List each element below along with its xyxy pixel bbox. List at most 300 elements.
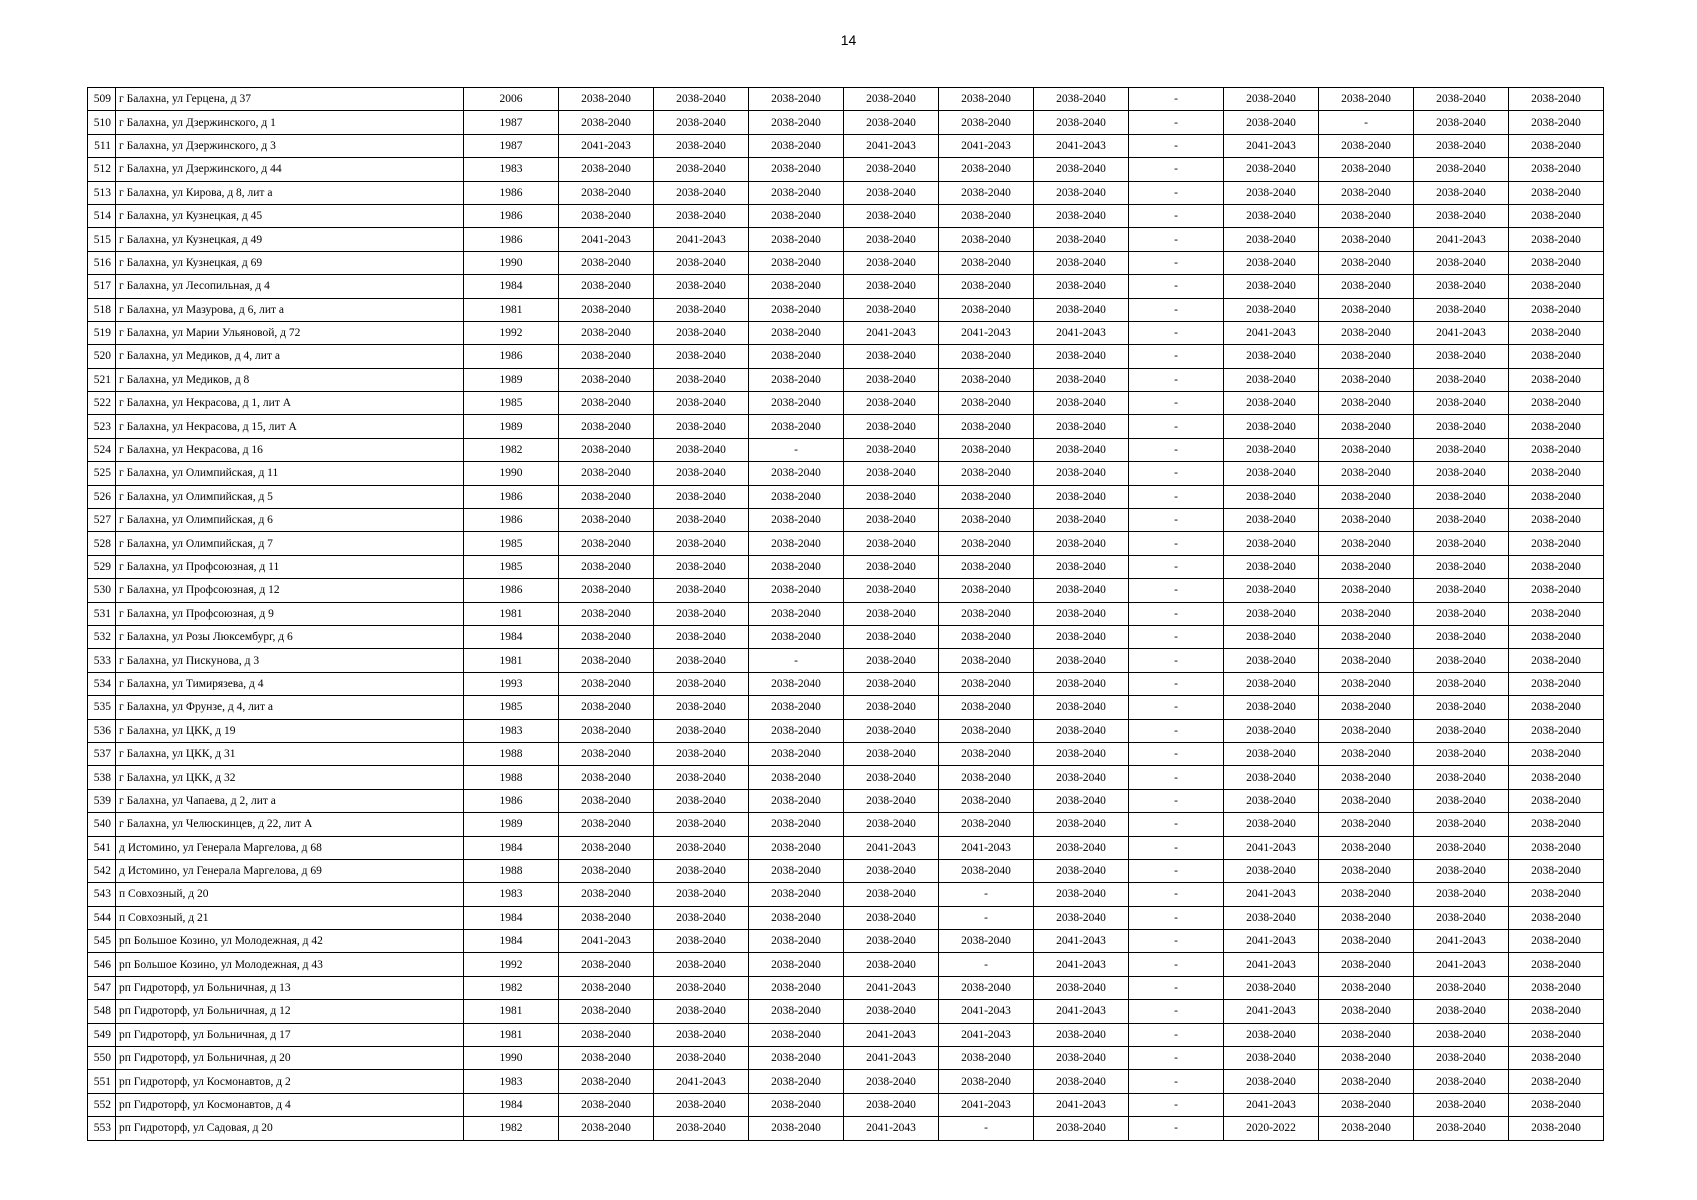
period-cell: 2041-2043 bbox=[1224, 883, 1319, 906]
table-body bbox=[88, 88, 1604, 1141]
period-cell: - bbox=[1129, 111, 1224, 134]
period-cell: 2038-2040 bbox=[1509, 555, 1604, 578]
table-row bbox=[88, 579, 1604, 602]
row-number-cell: 522 bbox=[88, 392, 116, 415]
period-cell: 2038-2040 bbox=[1224, 579, 1319, 602]
period-cell: - bbox=[1129, 462, 1224, 485]
period-cell: 2038-2040 bbox=[1509, 134, 1604, 157]
period-cell: 2038-2040 bbox=[1509, 1047, 1604, 1070]
period-cell: 2041-2043 bbox=[1034, 1000, 1129, 1023]
period-cell: 2038-2040 bbox=[1509, 813, 1604, 836]
period-cell: - bbox=[1129, 696, 1224, 719]
period-cell: 2038-2040 bbox=[1319, 1117, 1414, 1140]
address-cell: рп Гидроторф, ул Больничная, д 20 bbox=[116, 1047, 464, 1070]
table-row bbox=[88, 251, 1604, 274]
address-cell: г Балахна, ул Мазурова, д 6, лит а bbox=[116, 298, 464, 321]
period-cell: 2038-2040 bbox=[939, 1070, 1034, 1093]
period-cell: 2038-2040 bbox=[1414, 906, 1509, 929]
period-cell: 2038-2040 bbox=[1319, 649, 1414, 672]
period-cell: 2038-2040 bbox=[1034, 789, 1129, 812]
address-cell: г Балахна, ул Лесопильная, д 4 bbox=[116, 275, 464, 298]
year-cell: 1983 bbox=[464, 883, 559, 906]
period-cell: 2038-2040 bbox=[1509, 883, 1604, 906]
period-cell: 2038-2040 bbox=[1509, 976, 1604, 999]
period-cell: - bbox=[1129, 298, 1224, 321]
period-cell: 2038-2040 bbox=[654, 579, 749, 602]
period-cell: 2038-2040 bbox=[1034, 1023, 1129, 1046]
period-cell: 2038-2040 bbox=[654, 368, 749, 391]
period-cell: - bbox=[1129, 415, 1224, 438]
row-number-cell: 519 bbox=[88, 321, 116, 344]
period-cell: 2038-2040 bbox=[844, 1000, 939, 1023]
period-cell: 2038-2040 bbox=[654, 696, 749, 719]
period-cell: 2038-2040 bbox=[939, 625, 1034, 648]
period-cell: 2038-2040 bbox=[1224, 181, 1319, 204]
period-cell: 2038-2040 bbox=[1319, 813, 1414, 836]
period-cell: 2038-2040 bbox=[939, 789, 1034, 812]
period-cell: 2038-2040 bbox=[1509, 158, 1604, 181]
period-cell: 2038-2040 bbox=[1509, 1117, 1604, 1140]
period-cell: 2038-2040 bbox=[559, 1093, 654, 1116]
period-cell: 2038-2040 bbox=[1034, 906, 1129, 929]
period-cell: 2038-2040 bbox=[844, 602, 939, 625]
period-cell: 2038-2040 bbox=[844, 462, 939, 485]
year-cell: 1984 bbox=[464, 275, 559, 298]
period-cell: 2038-2040 bbox=[559, 1047, 654, 1070]
period-cell: 2038-2040 bbox=[1414, 813, 1509, 836]
period-cell: 2038-2040 bbox=[1034, 228, 1129, 251]
period-cell: 2038-2040 bbox=[1319, 696, 1414, 719]
year-cell: 1990 bbox=[464, 1047, 559, 1070]
row-number-cell: 534 bbox=[88, 672, 116, 695]
period-cell: 2038-2040 bbox=[654, 1000, 749, 1023]
address-cell: г Балахна, ул Кирова, д 8, лит а bbox=[116, 181, 464, 204]
address-cell: г Балахна, ул Некрасова, д 15, лит А bbox=[116, 415, 464, 438]
year-cell: 1984 bbox=[464, 1093, 559, 1116]
period-cell: 2038-2040 bbox=[1319, 789, 1414, 812]
table-row bbox=[88, 813, 1604, 836]
period-cell: 2038-2040 bbox=[1414, 415, 1509, 438]
period-cell: 2038-2040 bbox=[1414, 719, 1509, 742]
year-cell: 1984 bbox=[464, 625, 559, 648]
period-cell: 2038-2040 bbox=[654, 789, 749, 812]
period-cell: 2038-2040 bbox=[559, 181, 654, 204]
year-cell: 1987 bbox=[464, 134, 559, 157]
period-cell: 2038-2040 bbox=[1414, 485, 1509, 508]
period-cell: 2038-2040 bbox=[1509, 625, 1604, 648]
period-cell: 2038-2040 bbox=[1319, 1000, 1414, 1023]
row-number-cell: 520 bbox=[88, 345, 116, 368]
period-cell: - bbox=[1129, 251, 1224, 274]
table-row bbox=[88, 602, 1604, 625]
period-cell: 2038-2040 bbox=[939, 813, 1034, 836]
period-cell: 2038-2040 bbox=[844, 766, 939, 789]
period-cell: 2038-2040 bbox=[559, 719, 654, 742]
period-cell: 2038-2040 bbox=[1319, 509, 1414, 532]
period-cell: 2038-2040 bbox=[1224, 345, 1319, 368]
table-row bbox=[88, 976, 1604, 999]
period-cell: 2038-2040 bbox=[654, 836, 749, 859]
period-cell: 2038-2040 bbox=[654, 532, 749, 555]
period-cell: - bbox=[1129, 719, 1224, 742]
period-cell: 2038-2040 bbox=[1224, 298, 1319, 321]
row-number-cell: 544 bbox=[88, 906, 116, 929]
year-cell: 1988 bbox=[464, 742, 559, 765]
period-cell: 2038-2040 bbox=[1034, 509, 1129, 532]
year-cell: 1987 bbox=[464, 111, 559, 134]
period-cell: 2038-2040 bbox=[1034, 742, 1129, 765]
address-cell: рп Большое Козино, ул Молодежная, д 42 bbox=[116, 930, 464, 953]
period-cell: 2038-2040 bbox=[844, 438, 939, 461]
period-cell: 2038-2040 bbox=[939, 579, 1034, 602]
period-cell: 2038-2040 bbox=[654, 555, 749, 578]
period-cell: 2038-2040 bbox=[844, 883, 939, 906]
period-cell: 2038-2040 bbox=[749, 953, 844, 976]
period-cell: 2038-2040 bbox=[939, 204, 1034, 227]
period-cell: 2038-2040 bbox=[1414, 602, 1509, 625]
period-cell: 2038-2040 bbox=[939, 742, 1034, 765]
period-cell: 2038-2040 bbox=[844, 1070, 939, 1093]
year-cell: 1986 bbox=[464, 485, 559, 508]
period-cell: - bbox=[1129, 742, 1224, 765]
period-cell: 2038-2040 bbox=[654, 859, 749, 882]
period-cell: 2038-2040 bbox=[749, 859, 844, 882]
period-cell: 2041-2043 bbox=[1414, 228, 1509, 251]
address-cell: г Балахна, ул Медиков, д 4, лит а bbox=[116, 345, 464, 368]
period-cell: 2041-2043 bbox=[939, 134, 1034, 157]
period-cell: 2038-2040 bbox=[1034, 859, 1129, 882]
period-cell: 2041-2043 bbox=[844, 1023, 939, 1046]
period-cell: 2038-2040 bbox=[749, 204, 844, 227]
period-cell: 2038-2040 bbox=[1034, 555, 1129, 578]
table-row bbox=[88, 485, 1604, 508]
table-row bbox=[88, 953, 1604, 976]
period-cell: 2038-2040 bbox=[1319, 1047, 1414, 1070]
period-cell: 2041-2043 bbox=[1034, 134, 1129, 157]
period-cell: 2038-2040 bbox=[1224, 88, 1319, 111]
period-cell: 2038-2040 bbox=[939, 696, 1034, 719]
period-cell: 2038-2040 bbox=[1034, 1117, 1129, 1140]
period-cell: 2038-2040 bbox=[654, 976, 749, 999]
period-cell: 2041-2043 bbox=[939, 836, 1034, 859]
period-cell: 2038-2040 bbox=[654, 602, 749, 625]
period-cell: 2038-2040 bbox=[654, 462, 749, 485]
year-cell: 1984 bbox=[464, 906, 559, 929]
period-cell: 2038-2040 bbox=[1414, 625, 1509, 648]
period-cell: 2038-2040 bbox=[1034, 1047, 1129, 1070]
period-cell: 2038-2040 bbox=[1224, 1070, 1319, 1093]
period-cell: - bbox=[1129, 228, 1224, 251]
period-cell: 2038-2040 bbox=[844, 906, 939, 929]
address-cell: г Балахна, ул Герцена, д 37 bbox=[116, 88, 464, 111]
period-cell: - bbox=[1129, 532, 1224, 555]
period-cell: 2038-2040 bbox=[1414, 438, 1509, 461]
period-cell: 2038-2040 bbox=[559, 1117, 654, 1140]
period-cell: 2038-2040 bbox=[1414, 579, 1509, 602]
period-cell: 2038-2040 bbox=[1414, 555, 1509, 578]
period-cell: 2038-2040 bbox=[1319, 625, 1414, 648]
period-cell: 2038-2040 bbox=[749, 111, 844, 134]
period-cell: 2038-2040 bbox=[1224, 602, 1319, 625]
row-number-cell: 524 bbox=[88, 438, 116, 461]
table-row bbox=[88, 462, 1604, 485]
period-cell: 2038-2040 bbox=[654, 88, 749, 111]
row-number-cell: 549 bbox=[88, 1023, 116, 1046]
table-row bbox=[88, 509, 1604, 532]
period-cell: 2038-2040 bbox=[1319, 953, 1414, 976]
period-cell: 2038-2040 bbox=[1319, 672, 1414, 695]
row-number-cell: 553 bbox=[88, 1117, 116, 1140]
period-cell: 2038-2040 bbox=[1319, 158, 1414, 181]
period-cell: - bbox=[1129, 1047, 1224, 1070]
table-row bbox=[88, 1070, 1604, 1093]
period-cell: 2038-2040 bbox=[1224, 1023, 1319, 1046]
period-cell: 2038-2040 bbox=[1319, 602, 1414, 625]
period-cell: 2038-2040 bbox=[1224, 696, 1319, 719]
period-cell: 2038-2040 bbox=[1509, 509, 1604, 532]
period-cell: 2038-2040 bbox=[1509, 672, 1604, 695]
period-cell: 2038-2040 bbox=[654, 625, 749, 648]
period-cell: 2038-2040 bbox=[1319, 1093, 1414, 1116]
period-cell: 2038-2040 bbox=[1509, 1023, 1604, 1046]
year-cell: 1986 bbox=[464, 181, 559, 204]
period-cell: 2038-2040 bbox=[654, 275, 749, 298]
period-cell: 2038-2040 bbox=[1224, 555, 1319, 578]
period-cell: 2038-2040 bbox=[939, 438, 1034, 461]
table-row bbox=[88, 859, 1604, 882]
period-cell: 2038-2040 bbox=[559, 579, 654, 602]
address-cell: рп Гидроторф, ул Космонавтов, д 4 bbox=[116, 1093, 464, 1116]
period-cell: 2038-2040 bbox=[844, 251, 939, 274]
period-cell: 2038-2040 bbox=[1224, 813, 1319, 836]
period-cell: 2038-2040 bbox=[1509, 953, 1604, 976]
period-cell: 2038-2040 bbox=[654, 883, 749, 906]
period-cell: 2038-2040 bbox=[1224, 976, 1319, 999]
year-cell: 1981 bbox=[464, 1000, 559, 1023]
address-cell: г Балахна, ул Пискунова, д 3 bbox=[116, 649, 464, 672]
period-cell: 2038-2040 bbox=[1034, 415, 1129, 438]
period-cell: 2038-2040 bbox=[1319, 930, 1414, 953]
period-cell: 2038-2040 bbox=[749, 719, 844, 742]
period-cell: 2038-2040 bbox=[654, 953, 749, 976]
period-cell: 2038-2040 bbox=[1034, 836, 1129, 859]
period-cell: 2038-2040 bbox=[844, 859, 939, 882]
period-cell: 2038-2040 bbox=[654, 672, 749, 695]
period-cell: 2038-2040 bbox=[1509, 392, 1604, 415]
period-cell: 2038-2040 bbox=[749, 672, 844, 695]
period-cell: 2038-2040 bbox=[844, 158, 939, 181]
table-row bbox=[88, 204, 1604, 227]
period-cell: 2038-2040 bbox=[1509, 1000, 1604, 1023]
period-cell: 2041-2043 bbox=[844, 134, 939, 157]
period-cell: 2038-2040 bbox=[1034, 649, 1129, 672]
table-row bbox=[88, 275, 1604, 298]
period-cell: - bbox=[1129, 930, 1224, 953]
year-cell: 1983 bbox=[464, 1070, 559, 1093]
period-cell: - bbox=[1129, 906, 1224, 929]
period-cell: 2038-2040 bbox=[749, 696, 844, 719]
period-cell: 2038-2040 bbox=[1224, 111, 1319, 134]
period-cell: 2038-2040 bbox=[559, 485, 654, 508]
address-cell: г Балахна, ул Олимпийская, д 11 bbox=[116, 462, 464, 485]
address-cell: г Балахна, ул Дзержинского, д 44 bbox=[116, 158, 464, 181]
period-cell: - bbox=[1129, 1000, 1224, 1023]
period-cell: 2038-2040 bbox=[1034, 298, 1129, 321]
period-cell: 2038-2040 bbox=[559, 976, 654, 999]
period-cell: 2038-2040 bbox=[559, 158, 654, 181]
period-cell: 2038-2040 bbox=[559, 953, 654, 976]
year-cell: 1990 bbox=[464, 251, 559, 274]
period-cell: 2038-2040 bbox=[749, 1023, 844, 1046]
period-cell: 2038-2040 bbox=[1034, 181, 1129, 204]
period-cell: 2038-2040 bbox=[1414, 1117, 1509, 1140]
table-row bbox=[88, 368, 1604, 391]
year-cell: 1986 bbox=[464, 579, 559, 602]
period-cell: 2038-2040 bbox=[1034, 438, 1129, 461]
period-cell: 2038-2040 bbox=[1224, 859, 1319, 882]
period-cell: 2038-2040 bbox=[559, 438, 654, 461]
period-cell: 2038-2040 bbox=[1509, 345, 1604, 368]
period-cell: 2041-2043 bbox=[1034, 930, 1129, 953]
year-cell: 1985 bbox=[464, 696, 559, 719]
period-cell: 2038-2040 bbox=[1414, 298, 1509, 321]
year-cell: 1983 bbox=[464, 158, 559, 181]
period-cell: 2038-2040 bbox=[559, 1070, 654, 1093]
period-cell: 2038-2040 bbox=[559, 462, 654, 485]
row-number-cell: 535 bbox=[88, 696, 116, 719]
period-cell: 2038-2040 bbox=[1509, 906, 1604, 929]
period-cell: - bbox=[1129, 485, 1224, 508]
table-row bbox=[88, 906, 1604, 929]
period-cell: 2041-2043 bbox=[1414, 930, 1509, 953]
period-cell: - bbox=[1129, 275, 1224, 298]
row-number-cell: 510 bbox=[88, 111, 116, 134]
period-cell: 2038-2040 bbox=[559, 1023, 654, 1046]
period-cell: 2038-2040 bbox=[939, 766, 1034, 789]
period-cell: 2038-2040 bbox=[844, 415, 939, 438]
row-number-cell: 551 bbox=[88, 1070, 116, 1093]
period-cell: - bbox=[1129, 1070, 1224, 1093]
period-cell: - bbox=[939, 906, 1034, 929]
period-cell: 2038-2040 bbox=[749, 134, 844, 157]
period-cell: 2038-2040 bbox=[559, 204, 654, 227]
period-cell: 2038-2040 bbox=[844, 813, 939, 836]
period-cell: 2038-2040 bbox=[939, 181, 1034, 204]
period-cell: 2038-2040 bbox=[1319, 321, 1414, 344]
period-cell: 2038-2040 bbox=[1319, 485, 1414, 508]
period-cell: 2038-2040 bbox=[749, 485, 844, 508]
period-cell: 2038-2040 bbox=[1319, 976, 1414, 999]
row-number-cell: 538 bbox=[88, 766, 116, 789]
period-cell: - bbox=[1129, 859, 1224, 882]
address-cell: г Балахна, ул Профсоюзная, д 11 bbox=[116, 555, 464, 578]
year-cell: 1985 bbox=[464, 555, 559, 578]
row-number-cell: 525 bbox=[88, 462, 116, 485]
table-row bbox=[88, 1047, 1604, 1070]
period-cell: 2041-2043 bbox=[1224, 1000, 1319, 1023]
period-cell: 2041-2043 bbox=[844, 1117, 939, 1140]
period-cell: 2038-2040 bbox=[1224, 158, 1319, 181]
row-number-cell: 509 bbox=[88, 88, 116, 111]
period-cell: 2038-2040 bbox=[654, 719, 749, 742]
period-cell: 2038-2040 bbox=[749, 836, 844, 859]
period-cell: 2038-2040 bbox=[559, 532, 654, 555]
period-cell: 2038-2040 bbox=[749, 883, 844, 906]
period-cell: - bbox=[1129, 134, 1224, 157]
period-cell: 2038-2040 bbox=[1224, 392, 1319, 415]
period-cell: 2038-2040 bbox=[749, 158, 844, 181]
period-cell: 2038-2040 bbox=[939, 368, 1034, 391]
period-cell: 2041-2043 bbox=[1034, 321, 1129, 344]
period-cell: 2038-2040 bbox=[844, 953, 939, 976]
period-cell: 2038-2040 bbox=[1319, 742, 1414, 765]
period-cell: 2038-2040 bbox=[1224, 1047, 1319, 1070]
period-cell: - bbox=[1129, 836, 1224, 859]
address-cell: г Балахна, ул Олимпийская, д 5 bbox=[116, 485, 464, 508]
period-cell: 2038-2040 bbox=[1034, 204, 1129, 227]
year-cell: 1988 bbox=[464, 766, 559, 789]
address-cell: г Балахна, ул Тимирязева, д 4 bbox=[116, 672, 464, 695]
period-cell: 2038-2040 bbox=[939, 298, 1034, 321]
period-cell: 2038-2040 bbox=[1224, 251, 1319, 274]
period-cell: 2038-2040 bbox=[1319, 134, 1414, 157]
row-number-cell: 517 bbox=[88, 275, 116, 298]
period-cell: 2038-2040 bbox=[749, 930, 844, 953]
period-cell: 2038-2040 bbox=[1509, 111, 1604, 134]
period-cell: 2038-2040 bbox=[1414, 789, 1509, 812]
year-cell: 1985 bbox=[464, 392, 559, 415]
period-cell: 2038-2040 bbox=[939, 532, 1034, 555]
year-cell: 1981 bbox=[464, 1023, 559, 1046]
table-row bbox=[88, 836, 1604, 859]
address-cell: г Балахна, ул Розы Люксембург, д 6 bbox=[116, 625, 464, 648]
period-cell: 2038-2040 bbox=[1034, 813, 1129, 836]
period-cell: 2038-2040 bbox=[1224, 462, 1319, 485]
period-cell: 2038-2040 bbox=[1034, 625, 1129, 648]
period-cell: - bbox=[1129, 181, 1224, 204]
period-cell: 2038-2040 bbox=[939, 485, 1034, 508]
period-cell: 2038-2040 bbox=[844, 111, 939, 134]
period-cell: 2038-2040 bbox=[844, 672, 939, 695]
period-cell: 2038-2040 bbox=[654, 930, 749, 953]
period-cell: 2038-2040 bbox=[749, 555, 844, 578]
period-cell: 2038-2040 bbox=[654, 134, 749, 157]
period-cell: 2038-2040 bbox=[844, 555, 939, 578]
period-cell: 2038-2040 bbox=[939, 462, 1034, 485]
period-cell: 2038-2040 bbox=[1414, 251, 1509, 274]
table-row bbox=[88, 625, 1604, 648]
period-cell: 2038-2040 bbox=[559, 906, 654, 929]
period-cell: 2038-2040 bbox=[939, 345, 1034, 368]
table-row bbox=[88, 766, 1604, 789]
period-cell: 2038-2040 bbox=[749, 392, 844, 415]
period-cell: - bbox=[1129, 368, 1224, 391]
table-row bbox=[88, 392, 1604, 415]
period-cell: 2038-2040 bbox=[939, 111, 1034, 134]
period-cell: 2038-2040 bbox=[749, 579, 844, 602]
period-cell: 2038-2040 bbox=[749, 88, 844, 111]
period-cell: 2038-2040 bbox=[559, 649, 654, 672]
period-cell: 2038-2040 bbox=[559, 298, 654, 321]
period-cell: 2038-2040 bbox=[1414, 88, 1509, 111]
table-row bbox=[88, 742, 1604, 765]
period-cell: 2038-2040 bbox=[939, 228, 1034, 251]
period-cell: 2038-2040 bbox=[749, 602, 844, 625]
period-cell: 2038-2040 bbox=[1509, 742, 1604, 765]
period-cell: 2038-2040 bbox=[1034, 883, 1129, 906]
year-cell: 1986 bbox=[464, 789, 559, 812]
period-cell: - bbox=[939, 953, 1034, 976]
